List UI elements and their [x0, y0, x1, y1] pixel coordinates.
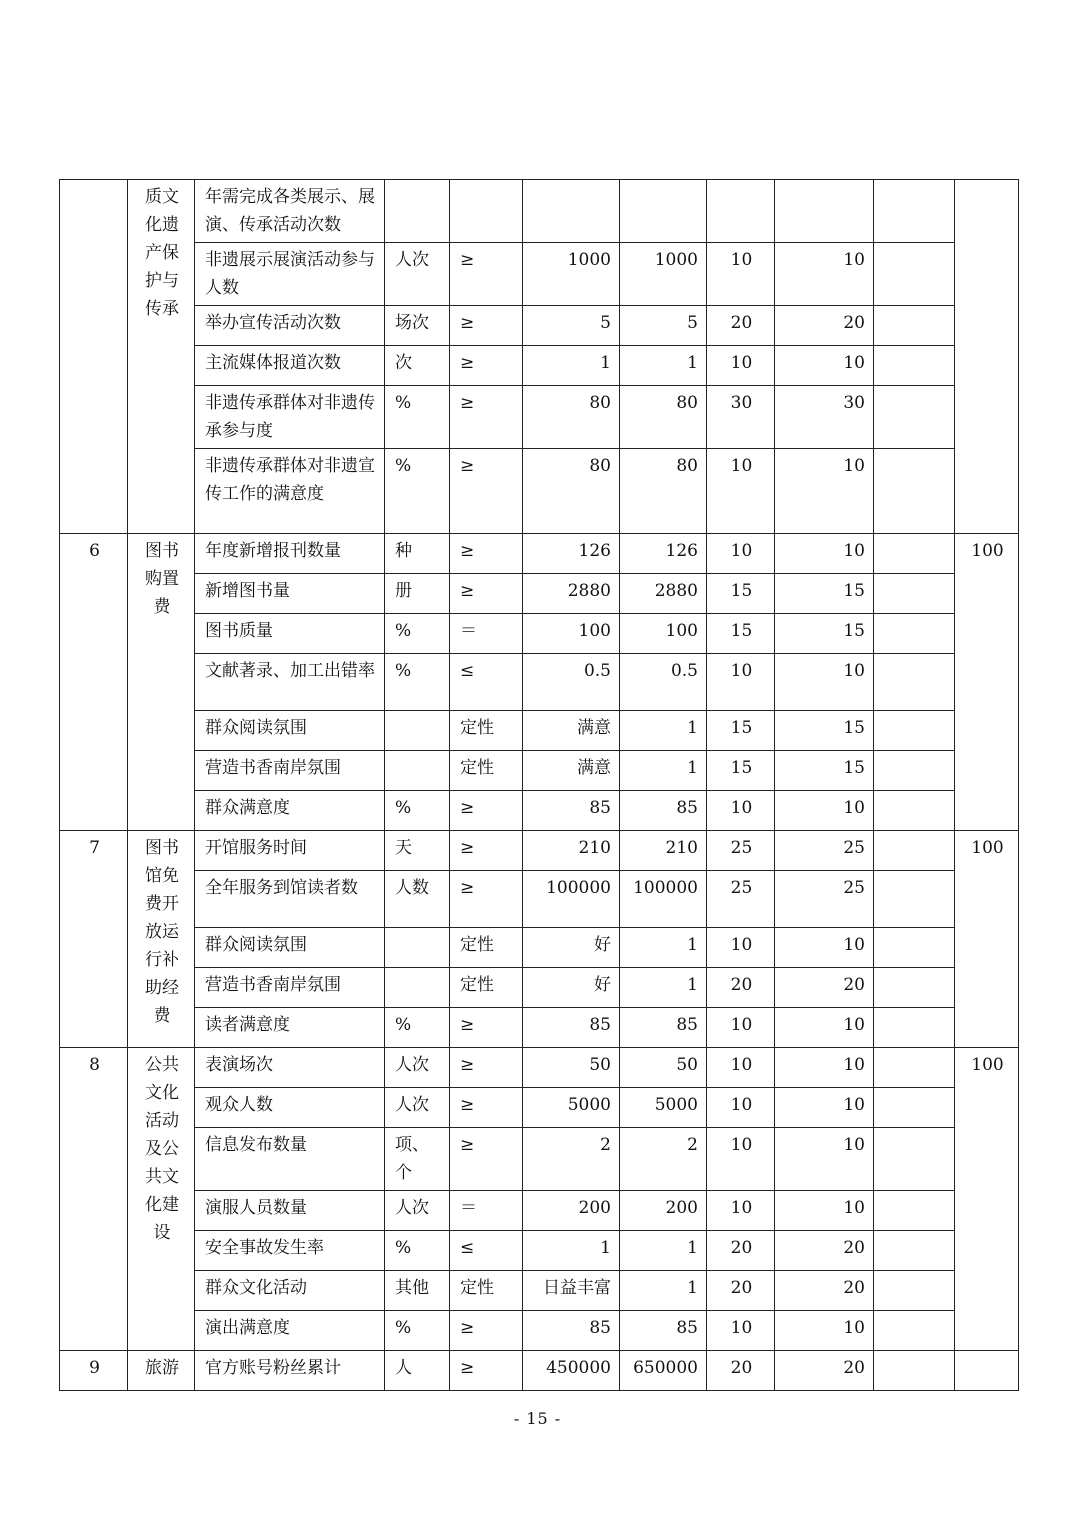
- weight-cell: 10: [707, 346, 775, 386]
- unit-cell: %: [385, 449, 450, 534]
- operator-cell: ≥: [450, 1128, 523, 1191]
- score-cell: 10: [775, 1048, 874, 1088]
- target-value-cell: 5000: [523, 1088, 620, 1128]
- unit-cell: [385, 180, 450, 243]
- actual-value-cell: 80: [620, 449, 707, 534]
- remark-cell: [874, 243, 955, 306]
- table-row: [60, 791, 1019, 831]
- operator-cell: ≥: [450, 534, 523, 574]
- operator-cell: ≥: [450, 1311, 523, 1351]
- weight-cell: 10: [707, 449, 775, 534]
- weight-cell: 10: [707, 243, 775, 306]
- score-cell: 10: [775, 928, 874, 968]
- operator-cell: ≥: [450, 346, 523, 386]
- remark-cell: [874, 654, 955, 711]
- target-value-cell: 100: [523, 614, 620, 654]
- unit-cell: 人: [385, 1351, 450, 1391]
- remark-cell: [874, 1048, 955, 1088]
- score-cell: 20: [775, 968, 874, 1008]
- indicator-cell: 图书质量: [195, 614, 385, 654]
- actual-value-cell: 126: [620, 534, 707, 574]
- unit-cell: [385, 751, 450, 791]
- score-cell: 15: [775, 614, 874, 654]
- weight-cell: 10: [707, 654, 775, 711]
- indicator-cell: 群众阅读氛围: [195, 711, 385, 751]
- actual-value-cell: 1000: [620, 243, 707, 306]
- table-row: [60, 1048, 1019, 1088]
- table-row: [60, 831, 1019, 871]
- score-cell: 10: [775, 1191, 874, 1231]
- weight-cell: 25: [707, 831, 775, 871]
- table-row: [60, 1351, 1019, 1391]
- target-value-cell: 200: [523, 1191, 620, 1231]
- table-row: [60, 449, 1019, 534]
- weight-cell: 25: [707, 871, 775, 928]
- actual-value-cell: 650000: [620, 1351, 707, 1391]
- target-value-cell: 日益丰富: [523, 1271, 620, 1311]
- remark-cell: [874, 346, 955, 386]
- project-name-cell: 公共文化活动及公共文化建设: [128, 1048, 195, 1351]
- score-cell: 20: [775, 1231, 874, 1271]
- remark-cell: [874, 1088, 955, 1128]
- indicator-cell: 非遗传承群体对非遗传承参与度: [195, 386, 385, 449]
- operator-cell: ≥: [450, 1008, 523, 1048]
- table-row: [60, 1088, 1019, 1128]
- project-name-cell: 质文化遗产保护与传承: [128, 180, 195, 534]
- table-row: [60, 654, 1019, 711]
- indicator-cell: 主流媒体报道次数: [195, 346, 385, 386]
- remark-cell: [874, 928, 955, 968]
- table-row: [60, 180, 1019, 243]
- table-row: [60, 928, 1019, 968]
- total-score-cell: [955, 180, 1019, 534]
- seq-cell: 7: [60, 831, 128, 1048]
- project-name-cell: 图书馆免费开放运行补助经费: [128, 831, 195, 1048]
- score-cell: 10: [775, 791, 874, 831]
- weight-cell: 15: [707, 614, 775, 654]
- actual-value-cell: 100: [620, 614, 707, 654]
- operator-cell: 定性: [450, 928, 523, 968]
- remark-cell: [874, 534, 955, 574]
- target-value-cell: 好: [523, 928, 620, 968]
- score-cell: 10: [775, 1128, 874, 1191]
- actual-value-cell: 1: [620, 751, 707, 791]
- score-cell: 10: [775, 243, 874, 306]
- indicator-cell: 开馆服务时间: [195, 831, 385, 871]
- operator-cell: [450, 180, 523, 243]
- table-row: [60, 1271, 1019, 1311]
- indicator-cell: 群众阅读氛围: [195, 928, 385, 968]
- unit-cell: 人数: [385, 871, 450, 928]
- weight-cell: 20: [707, 1271, 775, 1311]
- actual-value-cell: 2880: [620, 574, 707, 614]
- operator-cell: ≥: [450, 871, 523, 928]
- score-cell: 25: [775, 871, 874, 928]
- target-value-cell: 1000: [523, 243, 620, 306]
- operator-cell: 定性: [450, 711, 523, 751]
- remark-cell: [874, 1311, 955, 1351]
- weight-cell: 20: [707, 968, 775, 1008]
- operator-cell: ≥: [450, 574, 523, 614]
- weight-cell: 15: [707, 574, 775, 614]
- operator-cell: ≥: [450, 1088, 523, 1128]
- score-cell: 15: [775, 751, 874, 791]
- remark-cell: [874, 968, 955, 1008]
- weight-cell: 20: [707, 1231, 775, 1271]
- project-name-cell: 图书购置费: [128, 534, 195, 831]
- table-row: [60, 574, 1019, 614]
- target-value-cell: 2880: [523, 574, 620, 614]
- operator-cell: ≤: [450, 654, 523, 711]
- score-cell: 25: [775, 831, 874, 871]
- target-value-cell: 1: [523, 346, 620, 386]
- operator-cell: 定性: [450, 751, 523, 791]
- weight-cell: 15: [707, 751, 775, 791]
- remark-cell: [874, 449, 955, 534]
- indicator-cell: 年度新增报刊数量: [195, 534, 385, 574]
- remark-cell: [874, 1008, 955, 1048]
- remark-cell: [874, 306, 955, 346]
- table-row: [60, 306, 1019, 346]
- indicator-cell: 举办宣传活动次数: [195, 306, 385, 346]
- score-cell: 15: [775, 711, 874, 751]
- unit-cell: 人次: [385, 1191, 450, 1231]
- unit-cell: 次: [385, 346, 450, 386]
- target-value-cell: [523, 180, 620, 243]
- score-cell: 20: [775, 1351, 874, 1391]
- weight-cell: 30: [707, 386, 775, 449]
- remark-cell: [874, 574, 955, 614]
- indicator-cell: 表演场次: [195, 1048, 385, 1088]
- score-cell: 10: [775, 449, 874, 534]
- table-row: [60, 243, 1019, 306]
- total-score-cell: [955, 1351, 1019, 1391]
- actual-value-cell: 1: [620, 928, 707, 968]
- target-value-cell: 80: [523, 449, 620, 534]
- table-row: [60, 386, 1019, 449]
- total-score-cell: 100: [955, 831, 1019, 1048]
- score-cell: 10: [775, 1088, 874, 1128]
- actual-value-cell: 210: [620, 831, 707, 871]
- score-cell: 15: [775, 574, 874, 614]
- score-cell: 10: [775, 346, 874, 386]
- target-value-cell: 1: [523, 1231, 620, 1271]
- operator-cell: ＝: [450, 1191, 523, 1231]
- table-row: [60, 871, 1019, 928]
- actual-value-cell: 0.5: [620, 654, 707, 711]
- table-row: [60, 1231, 1019, 1271]
- actual-value-cell: 200: [620, 1191, 707, 1231]
- seq-cell: 8: [60, 1048, 128, 1351]
- unit-cell: %: [385, 614, 450, 654]
- indicator-cell: 官方账号粉丝累计: [195, 1351, 385, 1391]
- unit-cell: [385, 711, 450, 751]
- indicator-cell: 读者满意度: [195, 1008, 385, 1048]
- weight-cell: 10: [707, 1128, 775, 1191]
- score-cell: 10: [775, 1311, 874, 1351]
- unit-cell: 其他: [385, 1271, 450, 1311]
- unit-cell: 种: [385, 534, 450, 574]
- unit-cell: 项、个: [385, 1128, 450, 1191]
- actual-value-cell: 100000: [620, 871, 707, 928]
- indicator-cell: 安全事故发生率: [195, 1231, 385, 1271]
- table-row: [60, 346, 1019, 386]
- target-value-cell: 5: [523, 306, 620, 346]
- target-value-cell: 100000: [523, 871, 620, 928]
- indicator-cell: 年需完成各类展示、展演、传承活动次数: [195, 180, 385, 243]
- unit-cell: %: [385, 1008, 450, 1048]
- table-row: [60, 534, 1019, 574]
- score-cell: 30: [775, 386, 874, 449]
- actual-value-cell: 1: [620, 1271, 707, 1311]
- unit-cell: 天: [385, 831, 450, 871]
- remark-cell: [874, 1191, 955, 1231]
- remark-cell: [874, 1231, 955, 1271]
- seq-cell: [60, 180, 128, 534]
- table-row: [60, 711, 1019, 751]
- unit-cell: 人次: [385, 243, 450, 306]
- operator-cell: ＝: [450, 614, 523, 654]
- target-value-cell: 450000: [523, 1351, 620, 1391]
- operator-cell: 定性: [450, 968, 523, 1008]
- operator-cell: ≥: [450, 831, 523, 871]
- table-row: [60, 1128, 1019, 1191]
- remark-cell: [874, 180, 955, 243]
- score-cell: 20: [775, 1271, 874, 1311]
- page-number: - 15 -: [513, 1409, 562, 1428]
- weight-cell: [707, 180, 775, 243]
- operator-cell: 定性: [450, 1271, 523, 1311]
- operator-cell: ≥: [450, 791, 523, 831]
- remark-cell: [874, 831, 955, 871]
- actual-value-cell: 5: [620, 306, 707, 346]
- target-value-cell: 满意: [523, 711, 620, 751]
- score-cell: 10: [775, 654, 874, 711]
- weight-cell: 15: [707, 711, 775, 751]
- unit-cell: [385, 928, 450, 968]
- target-value-cell: 满意: [523, 751, 620, 791]
- indicator-cell: 非遗传承群体对非遗宣传工作的满意度: [195, 449, 385, 534]
- operator-cell: ≤: [450, 1231, 523, 1271]
- indicator-cell: 演出满意度: [195, 1311, 385, 1351]
- unit-cell: 人次: [385, 1088, 450, 1128]
- target-value-cell: 126: [523, 534, 620, 574]
- target-value-cell: 85: [523, 791, 620, 831]
- indicator-cell: 全年服务到馆读者数: [195, 871, 385, 928]
- actual-value-cell: 80: [620, 386, 707, 449]
- score-cell: 20: [775, 306, 874, 346]
- actual-value-cell: 1: [620, 711, 707, 751]
- operator-cell: ≥: [450, 243, 523, 306]
- target-value-cell: 2: [523, 1128, 620, 1191]
- table-row: [60, 1191, 1019, 1231]
- weight-cell: 20: [707, 306, 775, 346]
- unit-cell: 人次: [385, 1048, 450, 1088]
- seq-cell: 6: [60, 534, 128, 831]
- unit-cell: [385, 968, 450, 1008]
- target-value-cell: 好: [523, 968, 620, 1008]
- indicator-cell: 新增图书量: [195, 574, 385, 614]
- actual-value-cell: 5000: [620, 1088, 707, 1128]
- target-value-cell: 0.5: [523, 654, 620, 711]
- indicator-cell: 观众人数: [195, 1088, 385, 1128]
- unit-cell: 册: [385, 574, 450, 614]
- score-cell: 10: [775, 534, 874, 574]
- operator-cell: ≥: [450, 1048, 523, 1088]
- remark-cell: [874, 386, 955, 449]
- weight-cell: 10: [707, 928, 775, 968]
- unit-cell: %: [385, 791, 450, 831]
- actual-value-cell: 2: [620, 1128, 707, 1191]
- remark-cell: [874, 791, 955, 831]
- weight-cell: 10: [707, 1048, 775, 1088]
- operator-cell: ≥: [450, 386, 523, 449]
- actual-value-cell: 1: [620, 1231, 707, 1271]
- unit-cell: %: [385, 386, 450, 449]
- actual-value-cell: 85: [620, 1008, 707, 1048]
- remark-cell: [874, 711, 955, 751]
- remark-cell: [874, 1351, 955, 1391]
- target-value-cell: 85: [523, 1008, 620, 1048]
- score-cell: 10: [775, 1008, 874, 1048]
- project-name-cell: 旅游: [128, 1351, 195, 1391]
- table-row: [60, 1008, 1019, 1048]
- table-row: [60, 751, 1019, 791]
- unit-cell: 场次: [385, 306, 450, 346]
- weight-cell: 10: [707, 1008, 775, 1048]
- indicator-cell: 文献著录、加工出错率: [195, 654, 385, 711]
- actual-value-cell: 85: [620, 791, 707, 831]
- actual-value-cell: [620, 180, 707, 243]
- weight-cell: 10: [707, 1088, 775, 1128]
- indicator-cell: 群众满意度: [195, 791, 385, 831]
- remark-cell: [874, 871, 955, 928]
- indicator-cell: 营造书香南岸氛围: [195, 751, 385, 791]
- score-cell: [775, 180, 874, 243]
- weight-cell: 20: [707, 1351, 775, 1391]
- actual-value-cell: 85: [620, 1311, 707, 1351]
- indicator-cell: 信息发布数量: [195, 1128, 385, 1191]
- indicator-cell: 演服人员数量: [195, 1191, 385, 1231]
- target-value-cell: 80: [523, 386, 620, 449]
- total-score-cell: 100: [955, 534, 1019, 831]
- actual-value-cell: 1: [620, 968, 707, 1008]
- remark-cell: [874, 614, 955, 654]
- table-row: [60, 968, 1019, 1008]
- seq-cell: 9: [60, 1351, 128, 1391]
- unit-cell: %: [385, 654, 450, 711]
- unit-cell: %: [385, 1231, 450, 1271]
- target-value-cell: 50: [523, 1048, 620, 1088]
- weight-cell: 10: [707, 1311, 775, 1351]
- remark-cell: [874, 751, 955, 791]
- indicator-cell: 群众文化活动: [195, 1271, 385, 1311]
- weight-cell: 10: [707, 534, 775, 574]
- actual-value-cell: 1: [620, 346, 707, 386]
- table-row: [60, 1311, 1019, 1351]
- operator-cell: ≥: [450, 449, 523, 534]
- operator-cell: ≥: [450, 1351, 523, 1391]
- operator-cell: ≥: [450, 306, 523, 346]
- remark-cell: [874, 1128, 955, 1191]
- unit-cell: %: [385, 1311, 450, 1351]
- indicator-cell: 营造书香南岸氛围: [195, 968, 385, 1008]
- indicator-cell: 非遗展示展演活动参与人数: [195, 243, 385, 306]
- performance-table: [59, 179, 1019, 1391]
- actual-value-cell: 50: [620, 1048, 707, 1088]
- total-score-cell: 100: [955, 1048, 1019, 1351]
- weight-cell: 10: [707, 791, 775, 831]
- remark-cell: [874, 1271, 955, 1311]
- target-value-cell: 85: [523, 1311, 620, 1351]
- target-value-cell: 210: [523, 831, 620, 871]
- weight-cell: 10: [707, 1191, 775, 1231]
- table-row: [60, 614, 1019, 654]
